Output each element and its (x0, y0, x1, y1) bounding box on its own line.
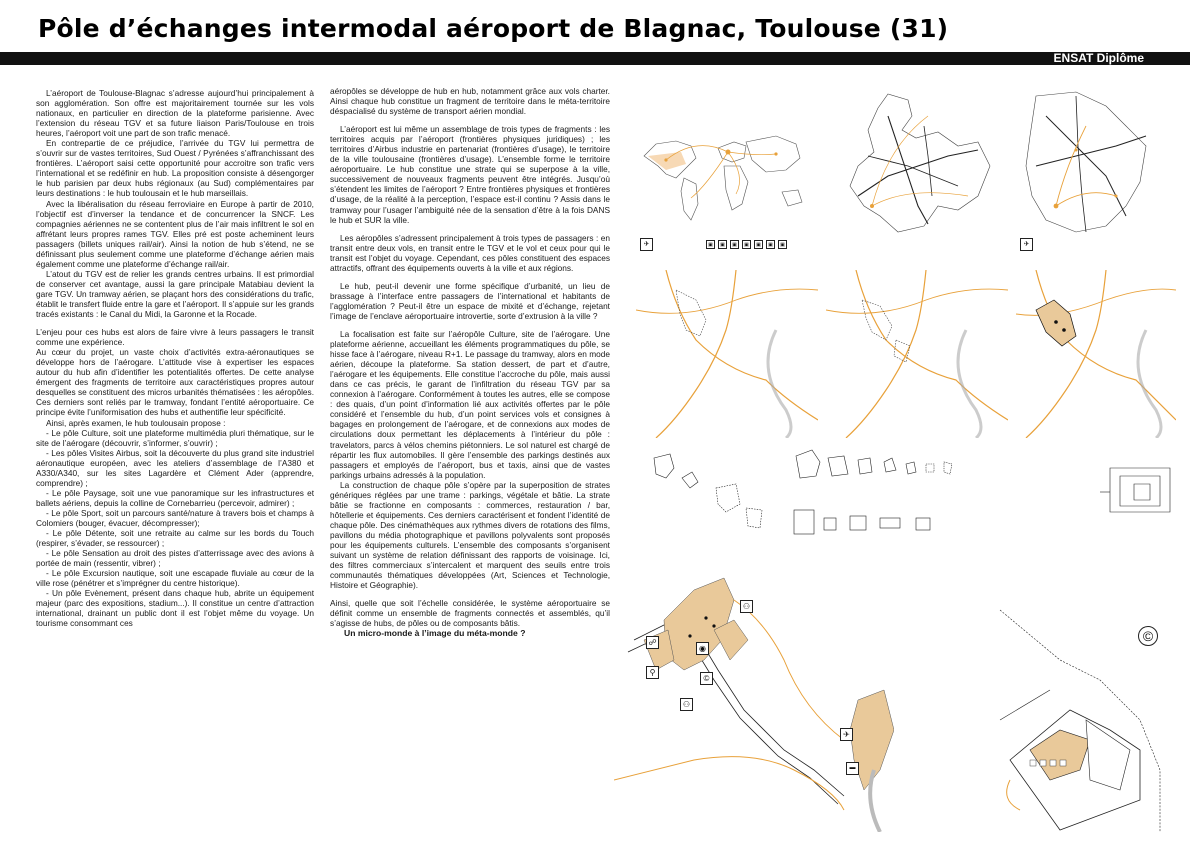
paragraph: L’enjeu pour ces hubs est alors de faire vivre à leurs passagers le transit comme une expérience. (36, 327, 314, 348)
paragraph: Le hub, peut-il devenir une forme spécifique d’urbanité, un lieu de brassage à l’interface entre passagers de l’international et habitants de l’agglomération ? Peut-il être un espace de mixité et d’échange, rejetant l’image de l’enclave aéroportuaire introvertie, sorte d’extrusion à la ville ? (330, 280, 610, 321)
family-icon: ⚇ (680, 698, 693, 711)
europe-rail-map (828, 86, 1000, 240)
fragment-outlines (636, 448, 786, 548)
copyright-icon: © (700, 672, 713, 685)
list-item: - Le pôle Excursion nautique, soit une escapade fluviale au cœur de la ville rose (pénétrer et s’imprégner du centre historique). (36, 568, 314, 589)
territory-map-3 (1016, 270, 1176, 438)
paragraph: En contrepartie de ce préjudice, l’arrivée du TGV lui permettra de s’ouvrir sur de vastes territoires, Sud Ouest / Pyrénées s’affranchissant des frontières. L’aéroport saisi cette opportunité pour accroitre son trafic vers l’international et se redéfinir en hub. La proposition consiste à désengorger le hub parisien par deux hubs régionaux (au Sud) complémentaires par leurs destinations : le hub toulousain et le hub marseillais. (36, 138, 314, 199)
camera-icon: ◉ (696, 642, 709, 655)
people-icon: ⚇ (740, 600, 753, 613)
world-map-diagram (636, 86, 812, 236)
territory-map-1 (636, 270, 818, 438)
building-grid-diagram (1000, 462, 1176, 558)
list-item: - Les pôles Visites Airbus, soit la découverte du plus grand site industriel aéronautique européen, avec les ateliers d’assemblage de l’A380 et A330/A340, sur les sites Lagardère et Clément Ader (apprendre, comprendre) ; (36, 447, 314, 488)
text-column-2 (330, 86, 610, 638)
paragraph: L’aéroport est lui même un assemblage de trois types de fragments : les territoires acquis par l’aéroport (frontières physiques juridiques) ; les territoires d’Airbus industrie en partenariat (frontières d’usage), le territoire de la ville toulousaine (frontières d’usage). L’ensemble forme le territoire aéroportuaire. Le hub constitue une strate qui se superpose à la ville, successivement de nouveaux fragments peuvent être intégrés. Jusqu’où s’étendent les limites de l’aéroport ? Entre frontières physiques et frontières d’usage, de la réalité à la perception, l’espace est-il continu ? Assis dans le tramway pour l’usager l’ambiguité née de la sensation d’être à la fois DANS le hub et SUR la ville. (330, 124, 610, 225)
building-icon: ▣ (766, 240, 775, 249)
paragraph: Les aéropôles s’adressent principalement à trois types de passagers : en transit entre deux vols, en transit entre le TGV et le vol et ceux pour qui le transit est l’objet du voyage. Cependant, ces pôles constituent des espaces attractifs, offrant des équipements ouverts à la ville et aux régions. (330, 232, 610, 273)
broadcast-icon: ☍ (646, 636, 659, 649)
text-column-1 (36, 88, 314, 628)
paragraph: La construction de chaque pôle s’opère par la superposition de strates génériques réglées par une trame : parkings, végétale et bâtie. La strate bâtie se fractionne en composants : commerces, restauration / bar, hôtellerie et équipements. Ces derniers caractérisent et fondent l’identité de chaque pôle. Des cinémathèques aux rythmes divers de rotations des films, pavillons du média photographique et pavillons polyvalents sont proposés pour les équipements culturels. L’ensemble des composants s’organisent suivant un système de relation définissant des rapports de voisinage. Ici, des filtres commerciaux s’intercalent et marquent des seuils entre trois communautés thématiques développées (Art, Sciences et Technologie, Histoire et Géographie). (330, 479, 610, 591)
plane-icon: ✈ (840, 728, 853, 741)
page-title: Pôle d’échanges intermodal aéroport de Blagnac, Toulouse (31) (38, 14, 949, 43)
header-banner (0, 52, 1190, 65)
building-icon: ▣ (730, 240, 739, 249)
building-icon: ▣ (754, 240, 763, 249)
list-item: - Le pôle Sensation au droit des pistes d’atterrissage avec des avions à portée de main (ressentir, vibrer) ; (36, 548, 314, 569)
plane-icon: ✈ (1020, 238, 1033, 251)
building-icon: ▣ (706, 240, 715, 249)
school-label: ENSAT Diplôme (1048, 52, 1150, 65)
list-item: - Le pôle Culture, soit une plateforme multimédia pluri thématique, sur le site de l’aérogare (découvrir, s’informer, s’ouvrir) ; (36, 427, 314, 448)
list-item: - Le pôle Paysage, soit une vue panoramique sur les infrastructures et ballets aériens, depuis la colline de Cornebarrieu (percevoir, admirer) ; (36, 487, 314, 508)
conclusion: Un micro-monde à l’image du méta-monde ? (344, 628, 526, 639)
building-icon: ▣ (742, 240, 751, 249)
paragraph: Avec la libéralisation du réseau ferroviaire en Europe à partir de 2010, l’objectif est d’inverser la tendance et de concurrencer la SNCF. Les compagnies aériennes ne se contentent plus de l’air mais infiltrent le sol en affrétant leurs propres rames TGV. Elles pré est poste acheminent leurs passagers (billets uniques rail/air). Ainsi la notion de hub s’étend, ne se définissant plus seulement comme une plateforme d’échange aérien mais également comme une plateforme d’échange rail/air. (36, 198, 314, 269)
paragraph: aéropôles se développe de hub en hub, notamment grâce aux vols charter. Ainsi chaque hub constitue un fragment de territoire dans le méta-territoire déspacialisé du système de transport aérien mondial. (330, 86, 610, 117)
walker-icon: ⚲ (646, 666, 659, 679)
building-icon: ▣ (778, 240, 787, 249)
paragraph: L’atout du TGV est de relier les grands centres urbains. Il est primordial de conserver cet avantage, aussi la gare principale Matabiau devient la gare TGV. Un tramway aérien, se plaçant hors des considérations du trafic, établit le transfert fluide entre la gare et l’aéroport. Il s’appuie sur les grands tracés existants : le Canal du Midi, la Garonne et la Rocade. (36, 268, 314, 320)
plane-icon: ✈ (640, 238, 653, 251)
paragraph: La focalisation est faite sur l’aéropôle Culture, site de l’aérogare. Une plateforme aérienne, accueillant les éléments programmatiques du pôle, se hisse face à l’aérogare, niveau R+1. Le passage du tramway, alors en mode aérien, découpe la plateforme. Sa station dessert, de part et d’autre, l’aérogare et les équipements. Elle constitue l’accroche du pôle, mais aussi dans ce cas précis, le garant de l’infiltration du réseau TGV par sa connexion à l’aérogare. Conformément à toutes les autres, elle se compose : des quais, d’un point d’information lié aux activités offertes par le pôle considéré et l’ensemble du hub, d’un point services vols et consignes à bagages en prolongement de l’aérogare, et de connexions aux modes de circulations doux permettant les déplacements à l’intérieur du pôle : travelators, parcs à vélos chemins piétonniers. Le sol naturel est chargé de répartir les flux automobiles. Il gère l’ensemble des parkings destinés aux passagers et employés de l’aéroport, bus et taxis, ainsi que de vastes parkings urbains adressés à la population. (330, 328, 610, 480)
site-plan-culture-pole (614, 560, 894, 832)
tram-icon: ▬ (846, 762, 859, 775)
paragraph: Ainsi, quelle que soit l’échelle considérée, le système aéroportuaire se définit comme un ensemble de fragments connectés et assemblés, qu’il s’agisse de hubs, de pôles ou de composants bâtis. (330, 598, 610, 629)
paragraph: Ainsi, après examen, le hub toulousain propose : (46, 417, 226, 428)
copyright-icon: © (1138, 626, 1158, 646)
territory-map-2 (826, 270, 1008, 438)
list-item: - Le pôle Détente, soit une retraite au calme sur les bords du Touch (respirer, s’évader, se ressourcer) ; (36, 528, 314, 549)
fragment-catalog (788, 446, 992, 556)
building-icon: ▣ (718, 240, 727, 249)
regional-network-map (1016, 86, 1156, 240)
list-item: - Un pôle Evènement, présent dans chaque hub, abrite un équipement majeur (parc des expositions, stadium...). Il constitue un centre d’attraction international, drainant un public dont il est l’objet même du voyage. Un tourisme consommant ces (36, 588, 314, 629)
paragraph: Au cœur du projet, un vaste choix d’activités extra-aéronautiques se développe hors de l’aérogare. L’attitude vise à expertiser les espaces autour du hub afin d’identifier les potentialités offertes. De cette analyse émergent des fragments de territoire aux caractéristiques propres autour desquelles se constituent des micros urbanités thématisées : les aéropôles. Ces derniers sont reliés par le tramway, fondant l’entité aéroportuaire. Ce principe évite l’uniformisation des hubs et authentifie leur spécificité. (36, 347, 314, 418)
paragraph: L’aéroport de Toulouse-Blagnac s’adresse aujourd’hui principalement à son agglomération. Son offre est majoritairement tournée sur les vols nationaux, en particulier en direction de la plateforme parisienne. Avec l’extension du réseau TGV et sa future liaison Paris/Toulouse en trois heures, l’aéroport voit une part de son trafic menacé. (36, 88, 314, 139)
list-item: - Le pôle Sport, soit un parcours santé/nature à travers bois et champs à Colomiers (bouger, évacuer, décompresser); (36, 507, 314, 528)
